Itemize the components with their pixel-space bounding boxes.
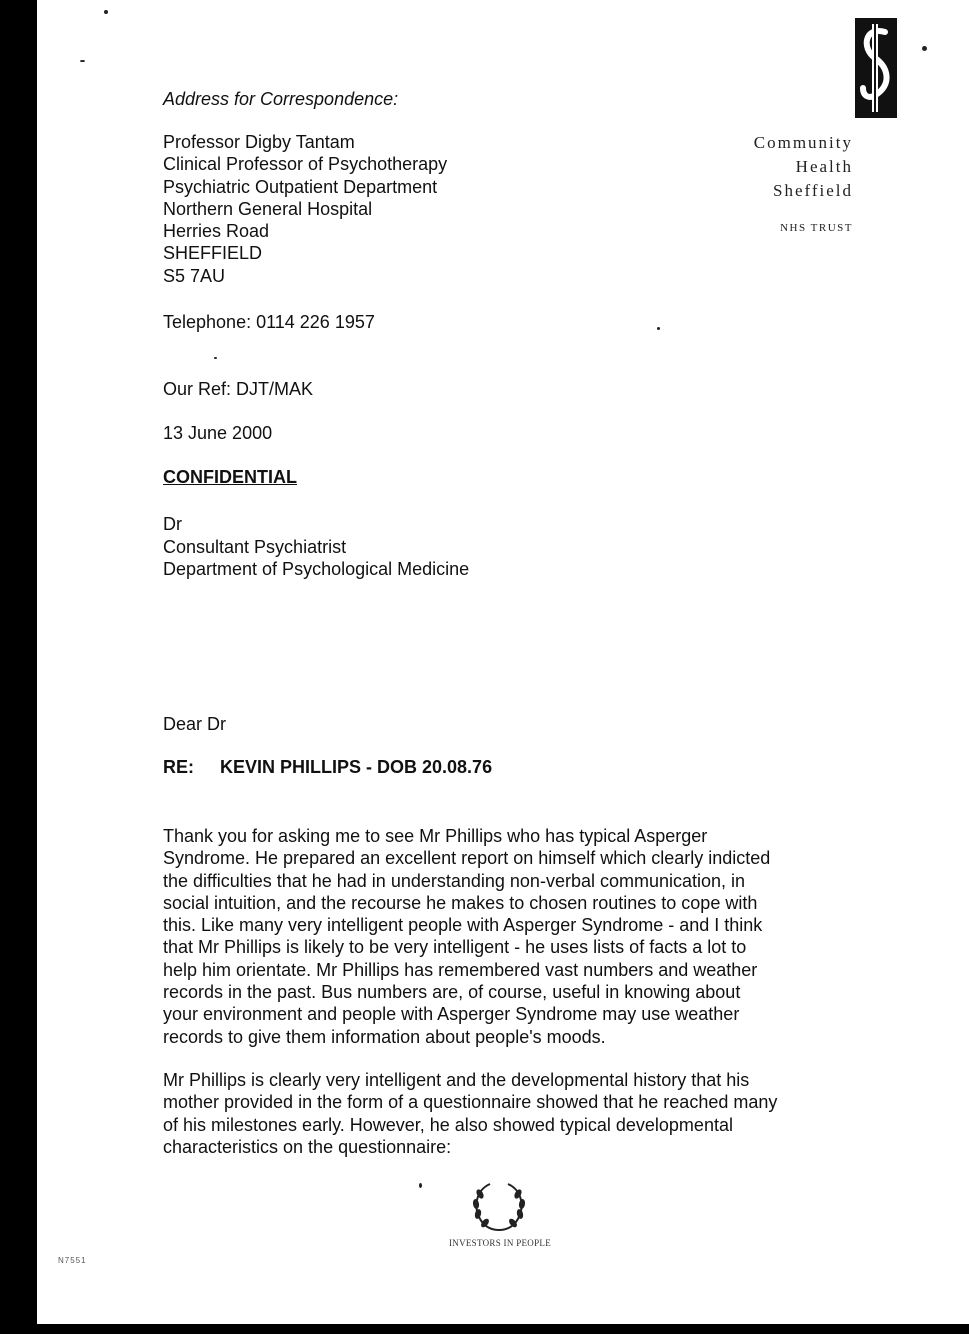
sender-street: Herries Road	[163, 221, 270, 242]
paragraph-line: records to give them information about people's moods.	[163, 1026, 606, 1047]
body-paragraph-1	[163, 825, 843, 1048]
scan-speck	[104, 10, 108, 14]
scan-speck	[419, 1183, 422, 1188]
org-nhs-trust: NHS TRUST	[780, 222, 853, 234]
paragraph-line: of his milestones early. However, he also showed typical developmental	[163, 1114, 733, 1135]
paragraph-line: that Mr Phillips is likely to be very intelligent - he uses lists of facts a lot to	[163, 937, 747, 958]
paragraph-line: records in the past. Bus numbers are, of course, useful in knowing about	[163, 982, 741, 1003]
sender-hospital: Northern General Hospital	[163, 198, 373, 219]
paragraph-line: your environment and people with Asperger Syndrome may use weather	[163, 1004, 740, 1025]
scan-speck	[922, 46, 927, 51]
paragraph-line: Mr Phillips is clearly very intelligent and the developmental history that his	[163, 1070, 750, 1090]
our-reference: Our Ref: DJT/MAK	[163, 379, 314, 399]
community-health-sheffield-logo-icon	[855, 18, 897, 118]
sender-department: Psychiatric Outpatient Department	[163, 176, 438, 197]
scan-speck	[657, 327, 660, 330]
body-paragraph-2	[163, 1069, 843, 1158]
paragraph-line: mother provided in the form of a questionnaire showed that he reached many	[163, 1092, 778, 1113]
org-name-line1: Community	[753, 133, 853, 152]
subject-label: RE:	[163, 757, 194, 777]
scan-border-bottom	[0, 1324, 969, 1334]
recipient-address	[163, 513, 469, 581]
document-stamp: N7551	[58, 1256, 87, 1265]
org-name-line2: Health	[795, 157, 853, 176]
recipient-title: Consultant Psychiatrist	[163, 536, 347, 557]
investors-in-people-wreath-icon	[468, 1178, 530, 1234]
paragraph-line: help him orientate. Mr Phillips has remembered vast numbers and weather	[163, 959, 758, 980]
scan-speck	[80, 60, 85, 62]
sender-city: SHEFFIELD	[163, 243, 263, 264]
paragraph-line: the difficulties that he had in understanding non-verbal communication, in	[163, 870, 746, 891]
letter-date: 13 June 2000	[163, 423, 273, 443]
sender-address	[163, 131, 447, 287]
investors-in-people-label: INVESTORS IN PEOPLE	[448, 1238, 552, 1248]
recipient-name: Dr	[163, 514, 182, 534]
paragraph-line: Syndrome. He prepared an excellent report on himself which clearly indicted	[163, 848, 771, 869]
org-name-line3: Sheffield	[772, 181, 853, 200]
telephone: Telephone: 0114 226 1957	[163, 312, 375, 332]
confidential-label: CONFIDENTIAL	[163, 467, 297, 487]
scan-speck	[214, 357, 217, 359]
paragraph-line: this. Like many very intelligent people with Asperger Syndrome - and I think	[163, 915, 763, 936]
recipient-department: Department of Psychological Medicine	[163, 559, 470, 579]
sender-postcode: S5 7AU	[163, 265, 226, 286]
paragraph-line: characteristics on the questionnaire:	[163, 1136, 452, 1157]
sender-name: Professor Digby Tantam	[163, 132, 355, 152]
sender-title: Clinical Professor of Psychotherapy	[163, 154, 448, 175]
subject-line	[163, 757, 492, 778]
subject-text: KEVIN PHILLIPS - DOB 20.08.76	[220, 757, 493, 777]
address-heading: Address for Correspondence:	[163, 89, 399, 109]
paragraph-line: Thank you for asking me to see Mr Phillips who has typical Asperger	[163, 826, 708, 846]
paragraph-line: social intuition, and the recourse he makes to chosen routines to cope with	[163, 892, 758, 913]
scan-border-left	[0, 0, 37, 1334]
salutation: Dear Dr	[163, 714, 227, 734]
